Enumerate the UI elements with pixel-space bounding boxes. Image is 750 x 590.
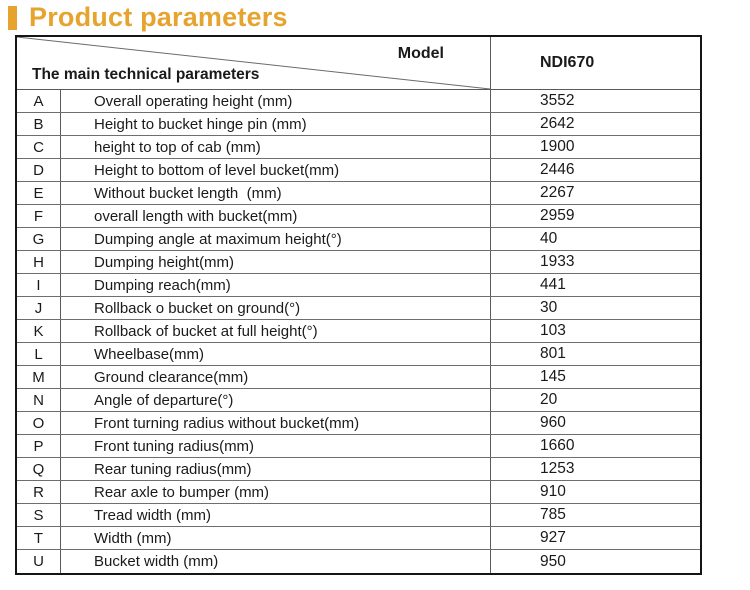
row-key: T — [17, 527, 61, 549]
row-key: M — [17, 366, 61, 388]
row-parameter: Dumping reach(mm) — [61, 274, 491, 296]
row-parameter: Front tuning radius(mm) — [61, 435, 491, 457]
table-row — [17, 297, 700, 320]
row-key: J — [17, 297, 61, 319]
row-parameter: Dumping height(mm) — [61, 251, 491, 273]
table-row — [17, 366, 700, 389]
row-key: U — [17, 550, 61, 573]
row-parameter: Rollback of bucket at full height(°) — [61, 320, 491, 342]
row-key: G — [17, 228, 61, 250]
table-row — [17, 504, 700, 527]
row-value: 2267 — [540, 184, 575, 201]
row-key: B — [17, 113, 61, 135]
row-value: 1933 — [540, 253, 575, 270]
row-parameter: Height to bucket hinge pin (mm) — [61, 113, 491, 135]
row-value: 801 — [540, 345, 566, 362]
row-key: F — [17, 205, 61, 227]
row-parameter: Tread width (mm) — [61, 504, 491, 526]
table-header-row — [17, 37, 700, 90]
row-key: C — [17, 136, 61, 158]
table-row — [17, 343, 700, 366]
table-row — [17, 136, 700, 159]
row-parameter: height to top of cab (mm) — [61, 136, 491, 158]
row-parameter: Without bucket length (mm) — [61, 182, 491, 204]
table-row — [17, 182, 700, 205]
table-row — [17, 389, 700, 412]
row-key: L — [17, 343, 61, 365]
row-value: 2446 — [540, 161, 575, 178]
table-row — [17, 320, 700, 343]
row-value: 950 — [540, 552, 566, 570]
header-diagonal-cell — [17, 37, 491, 89]
row-value: 960 — [540, 414, 566, 431]
row-parameter: Dumping angle at maximum height(°) — [61, 228, 491, 250]
row-key: A — [17, 90, 61, 112]
row-parameter: Bucket width (mm) — [61, 550, 491, 573]
row-value: 40 — [540, 230, 558, 247]
row-parameter: Ground clearance(mm) — [61, 366, 491, 388]
row-parameter: Height to bottom of level bucket(mm) — [61, 159, 491, 181]
row-parameter: Wheelbase(mm) — [61, 343, 491, 365]
row-key: E — [17, 182, 61, 204]
row-value: 785 — [540, 506, 566, 523]
table-row — [17, 481, 700, 504]
table-row — [17, 205, 700, 228]
section-title — [8, 2, 288, 33]
row-key: K — [17, 320, 61, 342]
row-key: H — [17, 251, 61, 273]
row-parameter: Overall operating height (mm) — [61, 90, 491, 112]
table-row — [17, 274, 700, 297]
table-row — [17, 251, 700, 274]
row-parameter: Rear axle to bumper (mm) — [61, 481, 491, 503]
row-parameter: Rear tuning radius(mm) — [61, 458, 491, 480]
table-row — [17, 90, 700, 113]
row-value: 2959 — [540, 207, 575, 224]
header-model-label: Model — [397, 45, 444, 62]
table-row — [17, 435, 700, 458]
row-key: O — [17, 412, 61, 434]
table-row — [17, 113, 700, 136]
row-value: 30 — [540, 299, 558, 316]
row-value: 1660 — [540, 437, 575, 454]
table-row — [17, 458, 700, 481]
row-parameter: overall length with bucket(mm) — [61, 205, 491, 227]
row-parameter: Front turning radius without bucket(mm) — [61, 412, 491, 434]
page-title: Product parameters — [29, 2, 288, 32]
header-parameters-label: The main technical parameters — [32, 66, 260, 83]
row-value: 910 — [540, 483, 566, 500]
row-key: S — [17, 504, 61, 526]
row-parameter: Angle of departure(°) — [61, 389, 491, 411]
row-value: 20 — [540, 391, 558, 408]
row-key: N — [17, 389, 61, 411]
header-model-value: NDI670 — [540, 54, 595, 71]
row-key: P — [17, 435, 61, 457]
row-value: 1900 — [540, 138, 575, 155]
row-value: 2642 — [540, 115, 575, 132]
row-key: Q — [17, 458, 61, 480]
row-key: D — [17, 159, 61, 181]
table-row — [17, 228, 700, 251]
row-key: R — [17, 481, 61, 503]
row-parameter: Width (mm) — [61, 527, 491, 549]
row-value: 927 — [540, 529, 566, 546]
table-row — [17, 412, 700, 435]
row-value: 1253 — [540, 460, 575, 477]
table-body — [17, 90, 700, 573]
table-row — [17, 527, 700, 550]
row-value: 441 — [540, 276, 566, 293]
table-row — [17, 159, 700, 182]
parameters-table — [15, 35, 702, 575]
row-key: I — [17, 274, 61, 296]
title-accent-bar-icon — [8, 6, 17, 30]
row-value: 103 — [540, 322, 566, 339]
row-parameter: Rollback o bucket on ground(°) — [61, 297, 491, 319]
row-value: 145 — [540, 368, 566, 385]
row-value: 3552 — [540, 92, 575, 109]
table-row — [17, 550, 700, 573]
